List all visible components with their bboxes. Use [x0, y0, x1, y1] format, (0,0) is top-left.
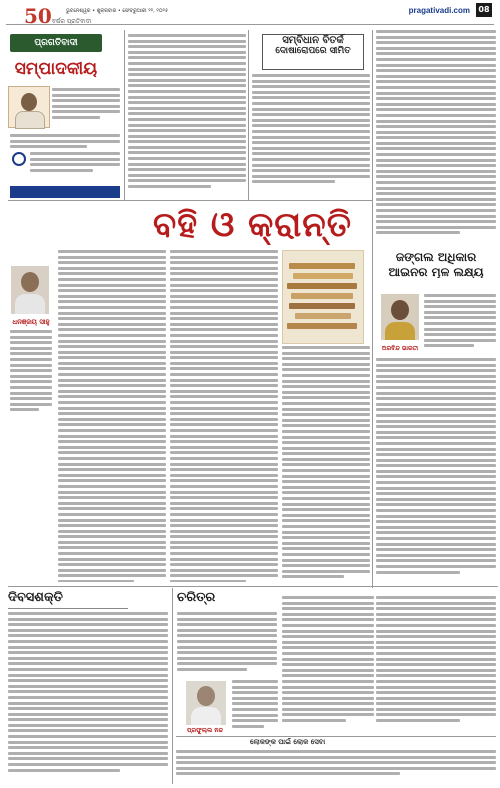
charitra-body-3 — [282, 596, 374, 732]
books-illustration — [282, 250, 364, 344]
contact-bar — [10, 186, 120, 198]
editor-info — [10, 134, 120, 151]
right-article-intro — [424, 294, 496, 354]
quote-text — [52, 88, 120, 122]
editorial-column-3 — [252, 74, 370, 194]
main-article-col-3 — [282, 346, 370, 582]
charitra-body-4 — [376, 596, 496, 732]
right-author-photo — [381, 294, 419, 340]
section-title: ସମ୍ପାଦକୀୟ — [10, 54, 102, 84]
charitra-title: ଚରିତ୍ର — [177, 590, 216, 605]
author-name: ଧନଞ୍ଜୟ ସାହୁ — [12, 318, 50, 326]
headline-line-2: ଦୋଷାରୋପରେ ସୀମିତ — [275, 46, 351, 56]
charitra-body-2 — [232, 680, 278, 740]
main-article-col-1 — [58, 250, 166, 582]
right-article-title: ଜଙ୍ଗଲ ଅଧିକାର ଆଇନର ମୂଳ ଲକ୍ଷ୍ୟ — [388, 250, 484, 278]
anniversary-text: ବର୍ଷର ପ୍ରତିବାଦୀ — [51, 18, 92, 25]
divasakti-body — [8, 612, 168, 782]
charitra-author-name: ପ୍ରଫୁଲ୍ଲ ନନ୍ଦ — [187, 727, 223, 734]
website-link[interactable]: pragativadi.com — [408, 6, 470, 15]
right-column-text — [376, 30, 496, 244]
publisher-logo-icon — [12, 152, 26, 166]
main-article-col-2 — [170, 250, 278, 582]
dateline: ଭୁବନେଶ୍ୱର • ଶୁକ୍ରବାର • ଫେବ୍ରୁଆରୀ ୨୨, ୨୦୨୫ — [66, 8, 169, 14]
divasakti-title: ଦିବସଶକ୍ତି — [8, 590, 128, 609]
page-number: 08 — [476, 3, 492, 17]
charitra-body-1 — [177, 612, 277, 676]
editorial-column-2 — [128, 34, 246, 194]
editorial-headline — [262, 34, 364, 70]
main-article-title: ବହି ଓ କ୍ରାନ୍ତି — [153, 205, 352, 245]
brand-label: ପ୍ରଗତିବାଦୀ — [10, 34, 102, 52]
publisher-info — [30, 152, 120, 174]
anniversary-number: 50 — [24, 4, 52, 28]
author-photo — [11, 266, 49, 314]
footer-box-title: ଲୋକଙ୍କ ପାଇଁ ଲୋକ ସେବା — [250, 738, 326, 746]
author-bio — [10, 330, 52, 440]
headline-line-1: ସମ୍ବିଧାନ ବିତର୍କ — [282, 35, 344, 46]
footer-box-body — [176, 750, 496, 784]
charitra-author-photo — [186, 681, 226, 725]
right-author-name: ଅରବିନ୍ଦ ଭାରତୀ — [381, 345, 419, 352]
gandhi-portrait — [8, 86, 50, 128]
right-article-body — [376, 358, 496, 582]
